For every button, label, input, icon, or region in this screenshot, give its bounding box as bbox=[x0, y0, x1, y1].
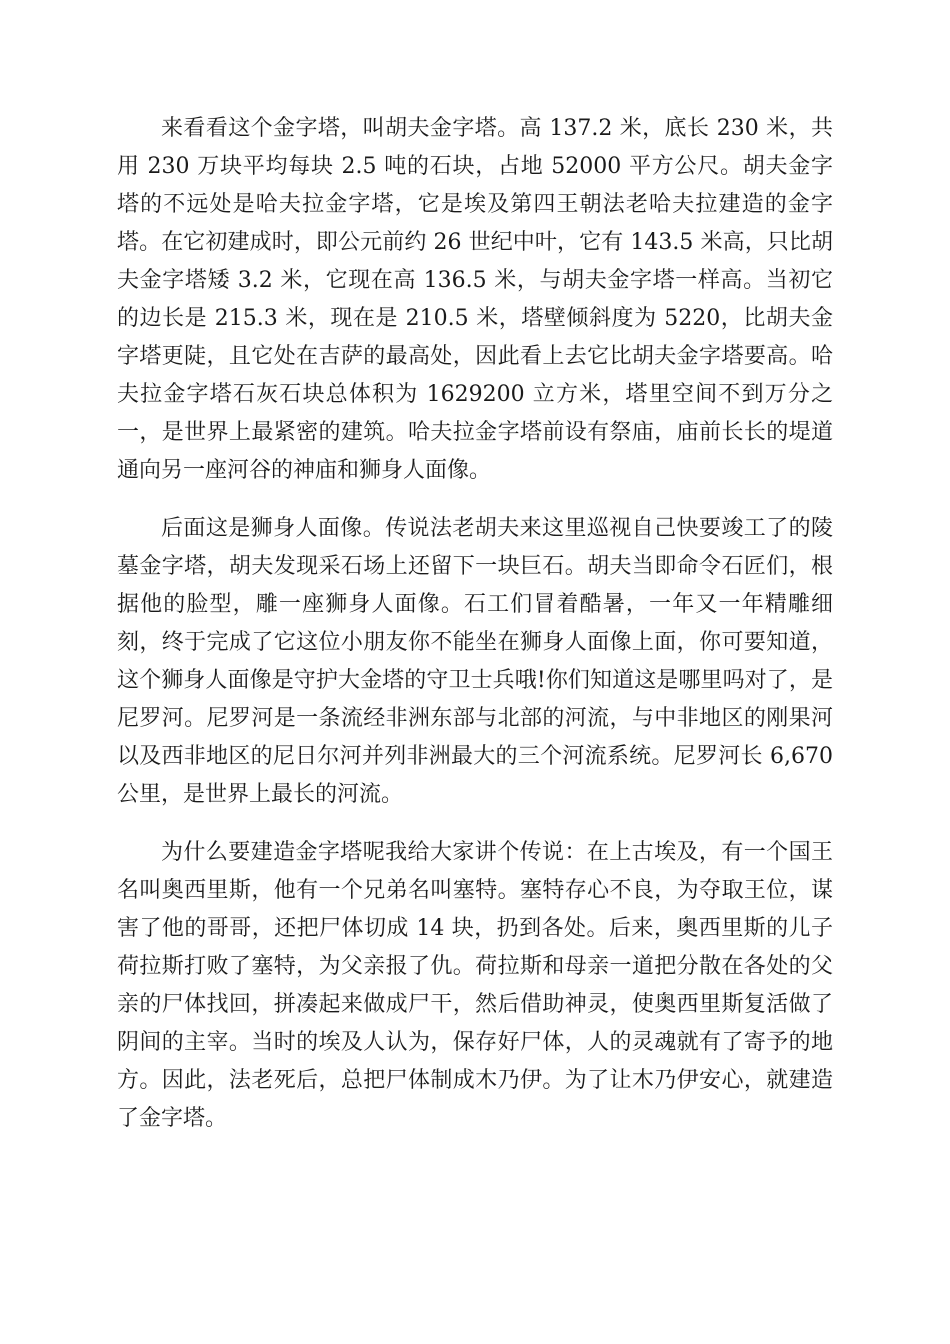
paragraph-osiris-legend: 为什么要建造金字塔呢我给大家讲个传说：在上古埃及，有一个国王名叫奥西里斯，他有一个兄弟名叫塞特。塞特存心不良，为夺取王位，谋害了他的哥哥，还把尸体切成 14 块，扔到各处。后来，奥西里斯的儿子荷拉斯打败了塞特，为父亲报了仇。荷拉斯和母亲一道把分散在各处的父亲的尸体找回，拼凑起来做成尸干，然后借助神灵，使奥西里斯复活做了阴间的主宰。当时的埃及人认为，保存好尸体，人的灵魂就有了寄予的地方。因此，法老死后，总把尸体制成木乃伊。为了让木乃伊安心，就建造了金字塔。 bbox=[117, 840, 833, 1131]
paragraph-sphinx-nile: 后面这是狮身人面像。传说法老胡夫来这里巡视自己快要竣工了的陵墓金字塔，胡夫发现采石场上还留下一块巨石。胡夫当即命令石匠们，根据他的脸型，雕一座狮身人面像。石工们冒着酷暑，一年又一年精雕细刻，终于完成了它这位小朋友你不能坐在狮身人面像上面，你可要知道，这个狮身人面像是守护大金塔的守卫士兵哦!你们知道这是哪里吗对了，是尼罗河。尼罗河是一条流经非洲东部与北部的河流，与中非地区的刚果河以及西非地区的尼日尔河并列非洲最大的三个河流系统。尼罗河长 6,670 公里，是世界上最长的河流。 bbox=[117, 516, 833, 807]
document-page bbox=[117, 110, 833, 1158]
paragraph-khufu-khafre: 来看看这个金字塔，叫胡夫金字塔。高 137.2 米，底长 230 米，共用 230 万块平均每块 2.5 吨的石块，占地 52000 平方公尺。胡夫金字塔的不远处是哈夫拉金字塔，它是埃及第四王朝法老哈夫拉建造的金字塔。在它初建成时，即公元前约 26 世纪中叶，它有 143.5 米高，只比胡夫金字塔矮 3.2 米，它现在高 136.5 米，与胡夫金字塔一样高。当初它的边长是 215.3 米，现在是 210.5 米，塔壁倾斜度为 5220，比胡夫金字塔更陡，且它处在吉萨的最高处，因此看上去它比胡夫金字塔要高。哈夫拉金字塔石灰石块总体积为 1629200 立方米，塔里空间不到万分之一，是世界上最紧密的建筑。哈夫拉金字塔前设有祭庙，庙前长长的堤道通向另一座河谷的神庙和狮身人面像。 bbox=[117, 116, 833, 483]
